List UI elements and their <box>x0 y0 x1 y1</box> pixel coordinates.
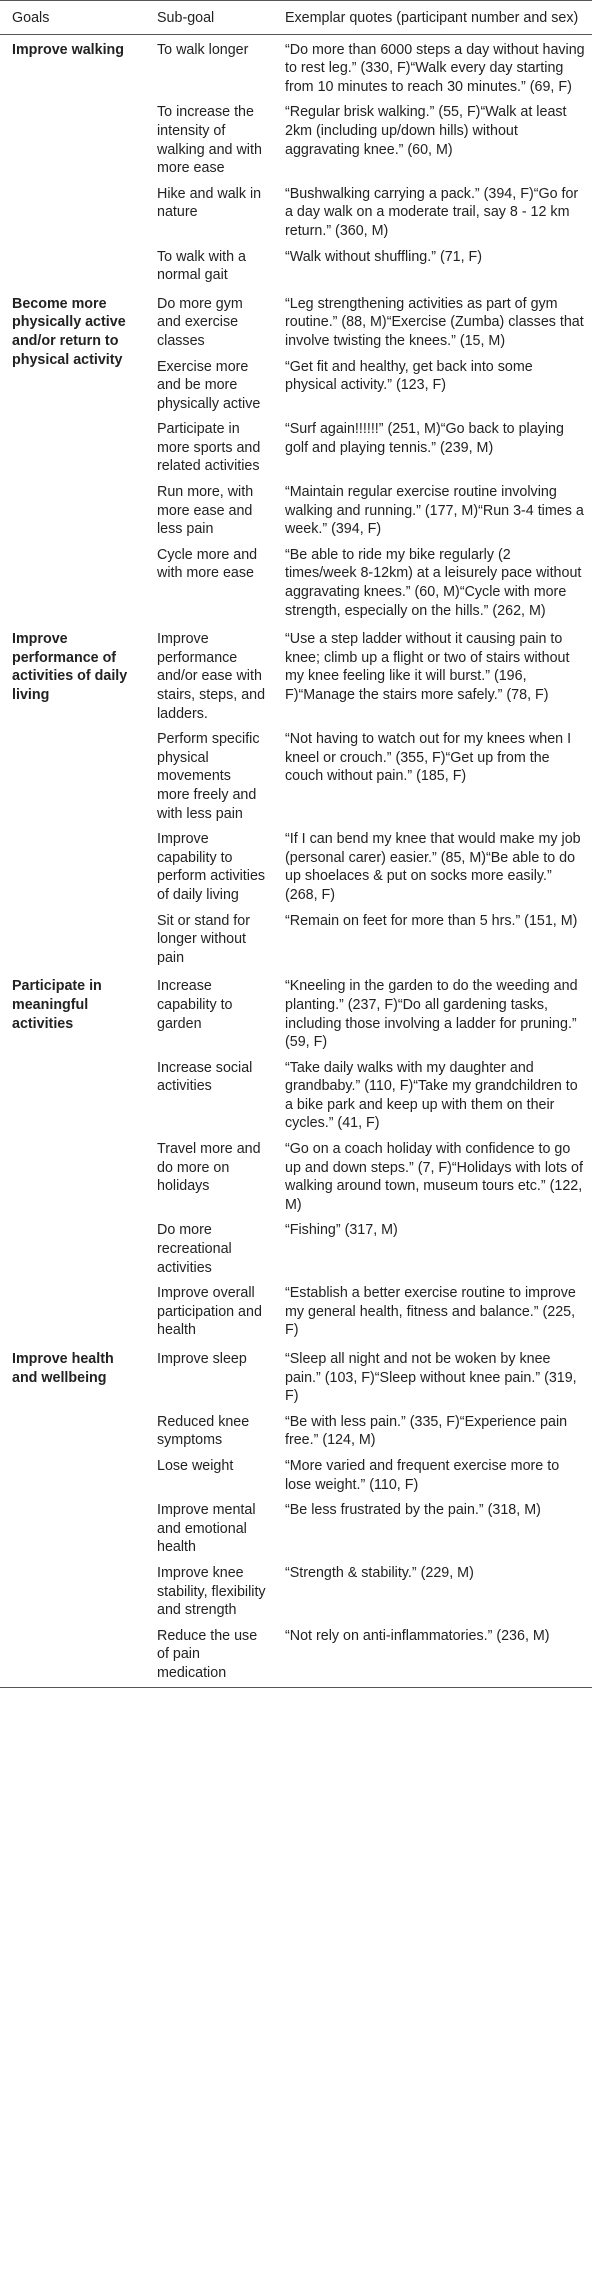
table-row <box>0 289 592 355</box>
quote-cell: “Surf again!!!!!!” (251, M)“Go back to playing golf and playing tennis.” (239, M) <box>285 421 564 456</box>
table-body <box>0 34 592 1687</box>
quote-cell: “If I can bend my knee that would make my job (personal carer) easier.” (85, M)“Be able to do up shoelaces & put on socks more easily.” (268, F) <box>285 831 581 903</box>
quote-cell: “Strength & stability.” (229, M) <box>285 1564 474 1581</box>
quote-cell: “Bushwalking carrying a pack.” (394, F)“Go for a day walk on a moderate trail, say 8 - 12 km return.” (360, M) <box>285 185 579 239</box>
quote-cell: “Get fit and healthy, get back into some physical activity.” (123, F) <box>285 358 533 394</box>
table-row <box>0 971 592 1055</box>
quote-cell: “More varied and frequent exercise more to lose weight.” (110, F) <box>285 1457 560 1493</box>
quote-cell: “Be with less pain.” (335, F)“Experience pain free.” (124, M) <box>285 1413 568 1449</box>
header-sub-goal: Sub-goal <box>157 10 215 26</box>
quote-cell: “Leg strengthening activities as part of gym routine.” (88, M)“Exercise (Zumba) classes that involve twisting the knees.” (15, M) <box>285 295 584 349</box>
table-row <box>0 34 592 100</box>
sub-goal-cell: Cycle more and with more ease <box>157 546 258 582</box>
goal-cell: Improve walking <box>12 41 125 58</box>
sub-goal-cell: Perform specific physical movements more freely and with less pain <box>157 731 260 822</box>
quote-cell: “Fishing” (317, M) <box>285 1222 398 1239</box>
table-row <box>0 624 592 727</box>
quote-cell: “Take daily walks with my daughter and grandbaby.” (110, F)“Take my grandchildren to a bike park and keep up with them on their cycles.” (41, F) <box>285 1059 578 1132</box>
quote-cell: “Be less frustrated by the pain.” (318, M) <box>285 1502 541 1519</box>
sub-goal-cell: Improve performance and/or ease with stairs, steps, and ladders. <box>157 631 266 722</box>
goal-cell: Become more physically active and/or return to physical activity <box>12 295 126 368</box>
sub-goal-cell: To walk longer <box>157 41 249 58</box>
quote-cell: “Regular brisk walking.” (55, F)“Walk at least 2km (including up/down hills) without aggravating knee.” (60, M) <box>285 104 567 158</box>
sub-goal-cell: Improve sleep <box>157 1351 247 1367</box>
sub-goal-cell: Improve capability to perform activities of daily living <box>157 831 266 903</box>
header-goals: Goals <box>12 10 50 26</box>
sub-goal-cell: Hike and walk in nature <box>157 185 262 221</box>
quote-cell: “Establish a better exercise routine to improve my general health, fitness and balance.” (225, F) <box>285 1285 576 1339</box>
sub-goal-cell: Increase capability to garden <box>157 978 233 1032</box>
sub-goal-cell: To walk with a normal gait <box>157 248 246 284</box>
table-header-row <box>0 1 592 35</box>
sub-goal-cell: Run more, with more ease and less pain <box>157 484 254 538</box>
sub-goal-cell: To increase the intensity of walking and with more ease <box>157 104 262 177</box>
table-row <box>0 1344 592 1410</box>
sub-goal-cell: Do more gym and exercise classes <box>157 295 243 349</box>
header-exemplar-quotes: Exemplar quotes (participant number and sex) <box>285 10 579 26</box>
sub-goal-cell: Do more recreational activities <box>157 1222 232 1276</box>
goal-cell: Improve performance of activities of daily living <box>12 631 128 703</box>
quote-cell: “Kneeling in the garden to do the weeding and planting.” (237, F)“Do all gardening tasks, including those involving a ladder for pruning.” (59, F) <box>285 978 578 1051</box>
sub-goal-cell: Lose weight <box>157 1457 234 1474</box>
sub-goal-cell: Increase social activities <box>157 1059 253 1095</box>
sub-goal-cell: Improve mental and emotional health <box>157 1502 256 1556</box>
quote-cell: “Sleep all night and not be woken by knee pain.” (103, F)“Sleep without knee pain.” (319, F) <box>285 1351 577 1405</box>
sub-goal-cell: Improve overall participation and health <box>157 1285 262 1339</box>
sub-goal-cell: Exercise more and be more physically active <box>157 358 261 412</box>
sub-goal-cell: Sit or stand for longer without pain <box>157 912 250 966</box>
quote-cell: “Not rely on anti-inflammatories.” (236, M) <box>285 1627 550 1644</box>
quote-cell: “Use a step ladder without it causing pain to knee; climb up a flight or two of stairs without my knee feeling like it will burst.” (196, F)“Manage the stairs more safely.” (78, F) <box>285 631 570 703</box>
sub-goal-cell: Participate in more sports and related activities <box>157 421 261 475</box>
goal-cell: Participate in meaningful activities <box>12 978 102 1032</box>
quote-cell: “Remain on feet for more than 5 hrs.” (151, M) <box>285 912 578 929</box>
quote-cell: “Go on a coach holiday with confidence to go up and down steps.” (7, F)“Holidays with lots of walking around town, museum tours etc.” (122, M) <box>285 1141 583 1213</box>
sub-goal-cell: Travel more and do more on holidays <box>157 1141 261 1195</box>
quote-cell: “Walk without shuffling.” (71, F) <box>285 248 483 265</box>
sub-goal-cell: Reduce the use of pain medication <box>157 1627 258 1681</box>
sub-goal-cell: Improve knee stability, flexibility and strength <box>157 1564 266 1619</box>
goal-cell: Improve health and wellbeing <box>12 1351 114 1386</box>
quote-cell: “Not having to watch out for my knees when I kneel or crouch.” (355, F)“Get up from the couch without pain.” (185, F) <box>285 731 572 785</box>
sub-goal-cell: Reduced knee symptoms <box>157 1413 250 1449</box>
quote-cell: “Maintain regular exercise routine involving walking and running.” (177, M)“Run 3-4 times a week.” (394, F) <box>285 484 584 538</box>
quote-cell: “Do more than 6000 steps a day without having to rest leg.” (330, F)“Walk every day starting from 10 minutes to reach 30 minutes.” (69, F) <box>285 41 585 95</box>
quote-cell: “Be able to ride my bike regularly (2 times/week 8-12km) at a leisurely pace without aggravating knees.” (60, M)“Cycle with more strength, especially on the hills.” (262, M) <box>285 546 582 619</box>
